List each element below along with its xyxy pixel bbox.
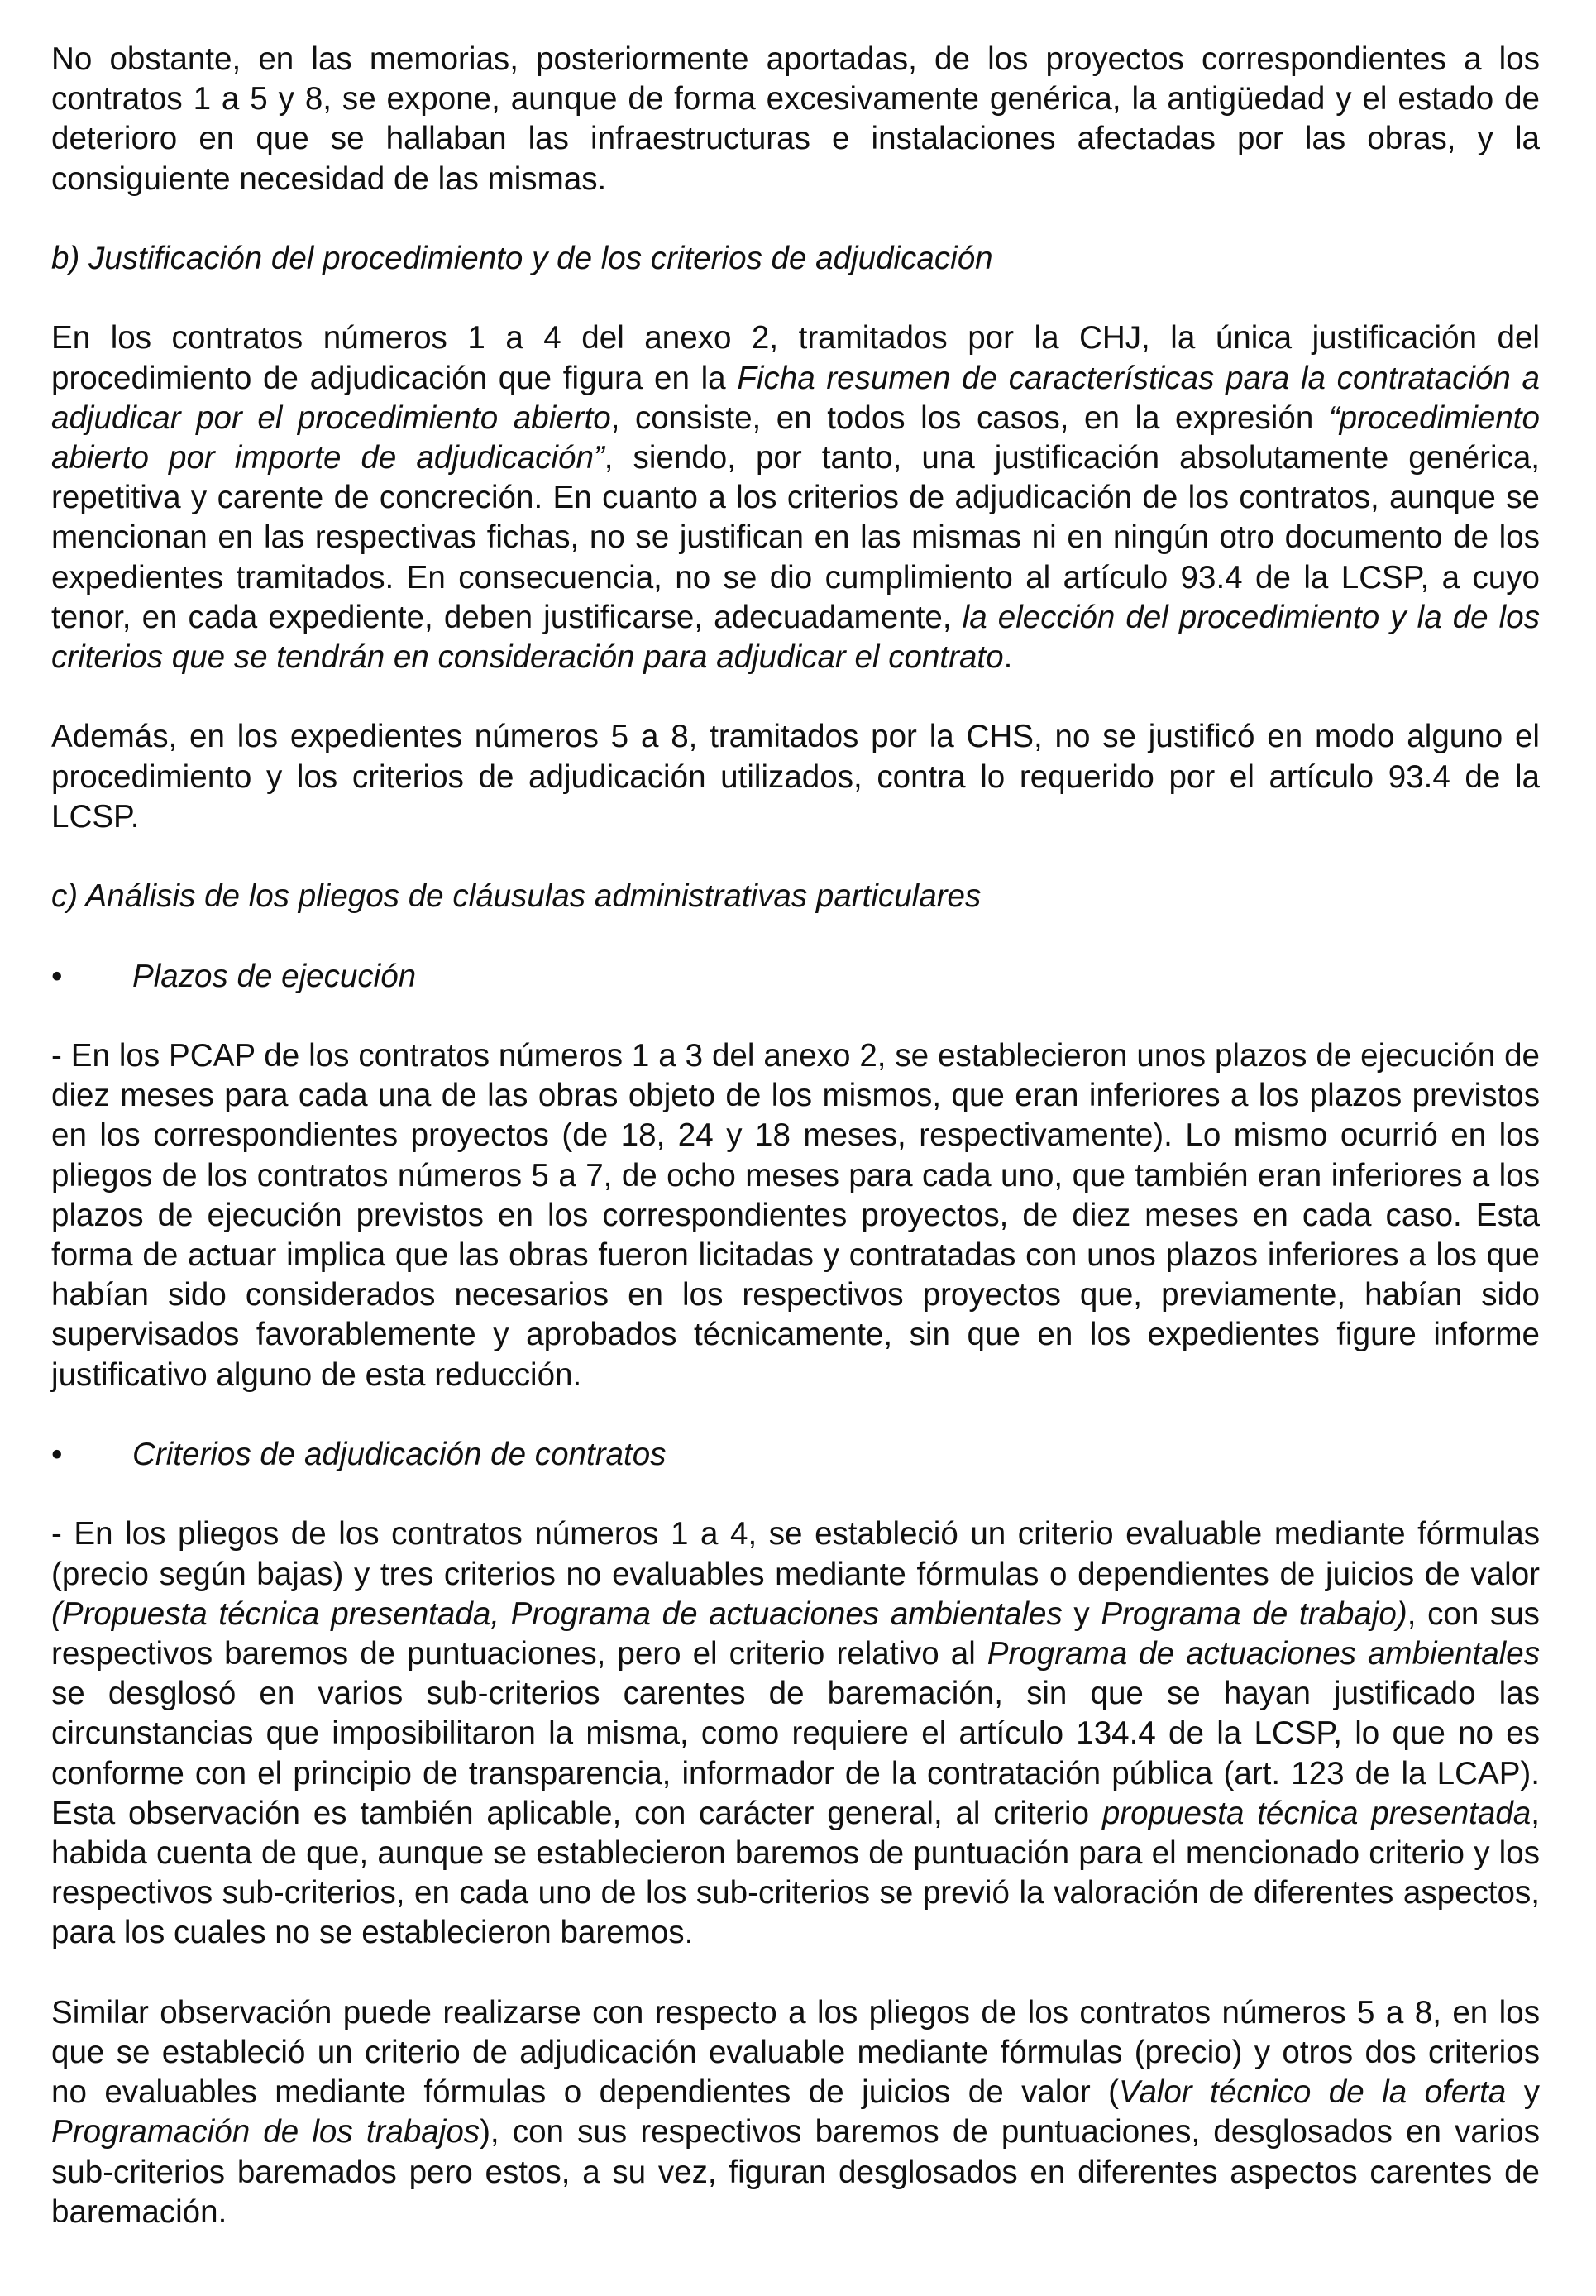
text-run: .	[1003, 639, 1013, 676]
text-run: y	[1506, 2074, 1540, 2111]
italic-run: la elección del procedimiento y la de los criterios que se tendrán en consideración para adjudicar el contrato	[51, 599, 1540, 676]
paragraph-plazos-ejecucion: - En los PCAP de los contratos números 1 a 3 del anexo 2, se establecieron unos plazos de ejecución de diez meses para cada una de las obras objeto de los mismos, que eran inferiores a los plazos previstos en los correspondientes proyectos (de 18, 24 y 18 meses, respectivamente). Lo mismo ocurrió en los pliegos de los contratos números 5 a 7, de ocho meses para cada uno, que también eran inferiores a los plazos de ejecución previstos en los correspondientes proyectos, de diez meses en cada caso. Esta forma de actuar implica que las obras fueron licitadas y contratadas con unos plazos inferiores a los que habían sido considerados necesarios en los respectivos proyectos que, previamente, habían sido supervisados favorablemente y aprobados técnicamente, sin que en los expedientes figure informe justificativo alguno de esta reducción.	[51, 1037, 1540, 1393]
text-run: , con sus respectivos baremos de puntuaciones, pero el criterio relativo al	[51, 1595, 1540, 1672]
paragraph-criterios-5-8	[51, 1993, 1540, 2232]
paragraph-justificacion-chj	[51, 318, 1540, 677]
italic-run: Programa de actuaciones ambientales	[987, 1636, 1540, 1672]
section-heading-c: c) Análisis de los pliegos de cláusulas administrativas particulares	[51, 878, 982, 915]
italic-run: (Propuesta técnica presentada, Programa de actuaciones ambientales	[51, 1595, 1063, 1632]
section-heading-b: b) Justificación del procedimiento y de los criterios de adjudicación	[51, 241, 993, 276]
bullet-dot-icon: •	[51, 1437, 63, 1472]
bullet-label: Criterios de adjudicación de contratos	[132, 1437, 667, 1472]
text-run: y	[1062, 1595, 1101, 1632]
text-run: ), con sus respectivos baremos de puntuaciones, desglosados en varios sub-criterios baremados pero estos, a su vez, figuran desglosados en diferentes aspectos carentes de baremación.	[51, 2114, 1540, 2230]
bullet-item-plazos	[51, 957, 1540, 997]
bullet-label: Plazos de ejecución	[132, 958, 417, 994]
bullet-dot-icon: •	[51, 958, 63, 994]
text-run: Similar observación puede realizarse con respecto a los pliegos de los contratos números 5 a 8, en los que se estableció un criterio de adjudicación evaluable mediante fórmulas (precio) y otros dos criterios no evaluables mediante fórmulas o dependientes de juicios de valor (	[51, 1994, 1540, 2111]
italic-run: Programación de los trabajos	[51, 2114, 480, 2150]
bullet-item-criterios	[51, 1435, 1540, 1475]
text-run: se desglosó en varios sub-criterios carentes de baremación, sin que se hayan justificado las circunstancias que imposibilitaron la misma, como requiere el artículo 134.4 de la LCSP, lo que no es conforme con el principio de transparencia, informador de la contratación pública (art. 123 de la LCAP). Esta observación es también aplicable, con carácter general, al criterio	[51, 1676, 1540, 1831]
italic-run: Ficha resumen de características para la contratación a adjudicar por el procedimiento abierto	[51, 360, 1540, 436]
italic-run: “procedimiento abierto por importe de adjudicación”	[51, 399, 1540, 476]
paragraph-criterios-1-4	[51, 1514, 1540, 1953]
text-run: - En los pliegos de los contratos números 1 a 4, se estableció un criterio evaluable mediante fórmulas (precio según bajas) y tres criterios no evaluables mediante fórmulas o dependientes de juicios de valor	[51, 1516, 1540, 1592]
document-page	[51, 40, 1540, 2232]
italic-run: Valor técnico de la oferta	[1119, 2074, 1507, 2111]
text-run: , habida cuenta de que, aunque se establecieron baremos de puntuación para el mencionado criterio y los respectivos sub-criterios, en cada uno de los sub-criterios se previó la valoración de diferentes aspectos, para los cuales no se establecieron baremos.	[51, 1795, 1540, 1951]
paragraph-memorias: No obstante, en las memorias, posteriormente aportadas, de los proyectos correspondientes a los contratos 1 a 5 y 8, se expone, aunque de forma excesivamente genérica, la antigüedad y el estado de deterioro en que se hallaban las infraestructuras e instalaciones afectadas por las obras, y la consiguiente necesidad de las mismas.	[51, 41, 1540, 197]
italic-run: propuesta técnica presentada	[1101, 1795, 1531, 1831]
paragraph-expedientes-chs: Además, en los expedientes números 5 a 8, tramitados por la CHS, no se justificó en modo alguno el procedimiento y los criterios de adjudicación utilizados, contra lo requerido por el artículo 93.4 de la LCSP.	[51, 719, 1540, 835]
text-run: En los contratos números 1 a 4 del anexo 2, tramitados por la CHJ, la única justificación del procedimiento de adjudicación que figura en la	[51, 320, 1540, 396]
italic-run: Programa de trabajo)	[1101, 1595, 1407, 1632]
text-run: , siendo, por tanto, una justificación absolutamente genérica, repetitiva y carente de concreción. En cuanto a los criterios de adjudicación de los contratos, aunque se mencionan en las respectivas fichas, no se justifican en las mismas ni en ningún otro documento de los expedientes tramitados. En consecuencia, no se dio cumplimiento al artículo 93.4 de la LCSP, a cuyo tenor, en cada expediente, deben justificarse, adecuadamente,	[51, 440, 1540, 635]
text-run: , consiste, en todos los casos, en la expresión	[610, 399, 1329, 436]
